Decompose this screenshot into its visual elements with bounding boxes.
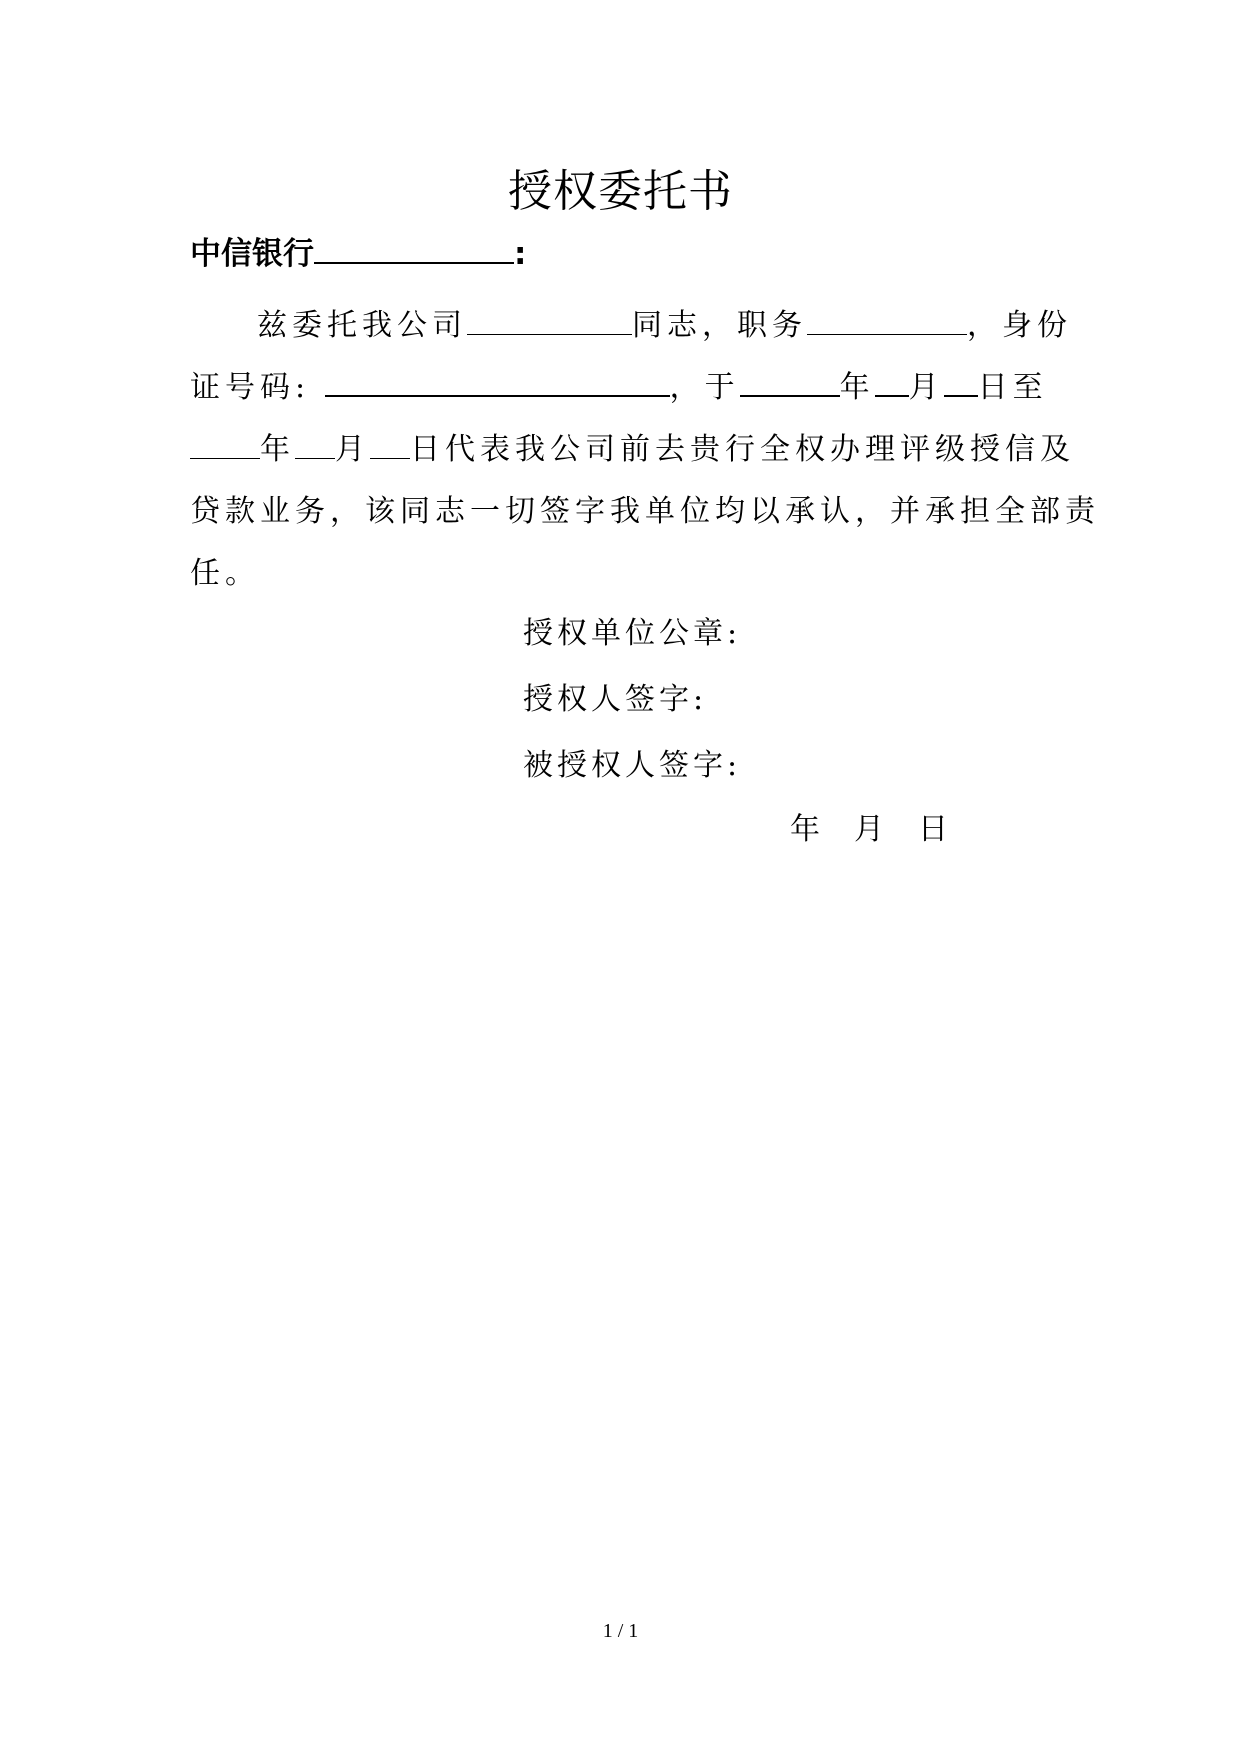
- start-day-blank[interactable]: [944, 369, 978, 397]
- addressee-colon: :: [514, 236, 527, 272]
- position-blank[interactable]: [807, 308, 967, 335]
- date-line: [790, 804, 948, 848]
- bank-name: 中信银行: [190, 236, 314, 272]
- body-line-1: 兹委托我公司 同志，职务 ，身份: [257, 308, 1072, 343]
- date-month: 月: [854, 812, 884, 847]
- authorizer-signature-label: 授权人签字:: [523, 682, 708, 717]
- seal-label: 授权单位公章:: [523, 616, 742, 651]
- end-year-blank[interactable]: [190, 432, 260, 459]
- date-year: 年: [790, 812, 820, 847]
- authorized-signature-label: 被授权人签字:: [523, 748, 742, 783]
- body-line-2: 证号码: ，于 年 月 日至: [190, 370, 1048, 405]
- page-number: 1 / 1: [602, 1620, 639, 1642]
- date-day: 日: [918, 812, 948, 847]
- delegate-name-blank[interactable]: [467, 308, 632, 335]
- body-line-3: 年 月 日代表我公司前去贵行全权办理评级授信及: [190, 424, 1075, 468]
- start-year-blank[interactable]: [740, 369, 840, 397]
- id-number-blank[interactable]: [325, 369, 670, 397]
- body-line-4: 贷款业务，该同志一切签字我单位均以承认，并承担全部责: [190, 494, 1100, 529]
- body-line-5: 任。: [190, 556, 260, 591]
- start-month-blank[interactable]: [875, 369, 909, 397]
- end-month-blank[interactable]: [295, 432, 335, 459]
- page-title: 授权委托书: [508, 166, 733, 217]
- branch-blank[interactable]: [314, 236, 514, 264]
- end-day-blank[interactable]: [370, 432, 410, 459]
- addressee-line: [190, 228, 526, 273]
